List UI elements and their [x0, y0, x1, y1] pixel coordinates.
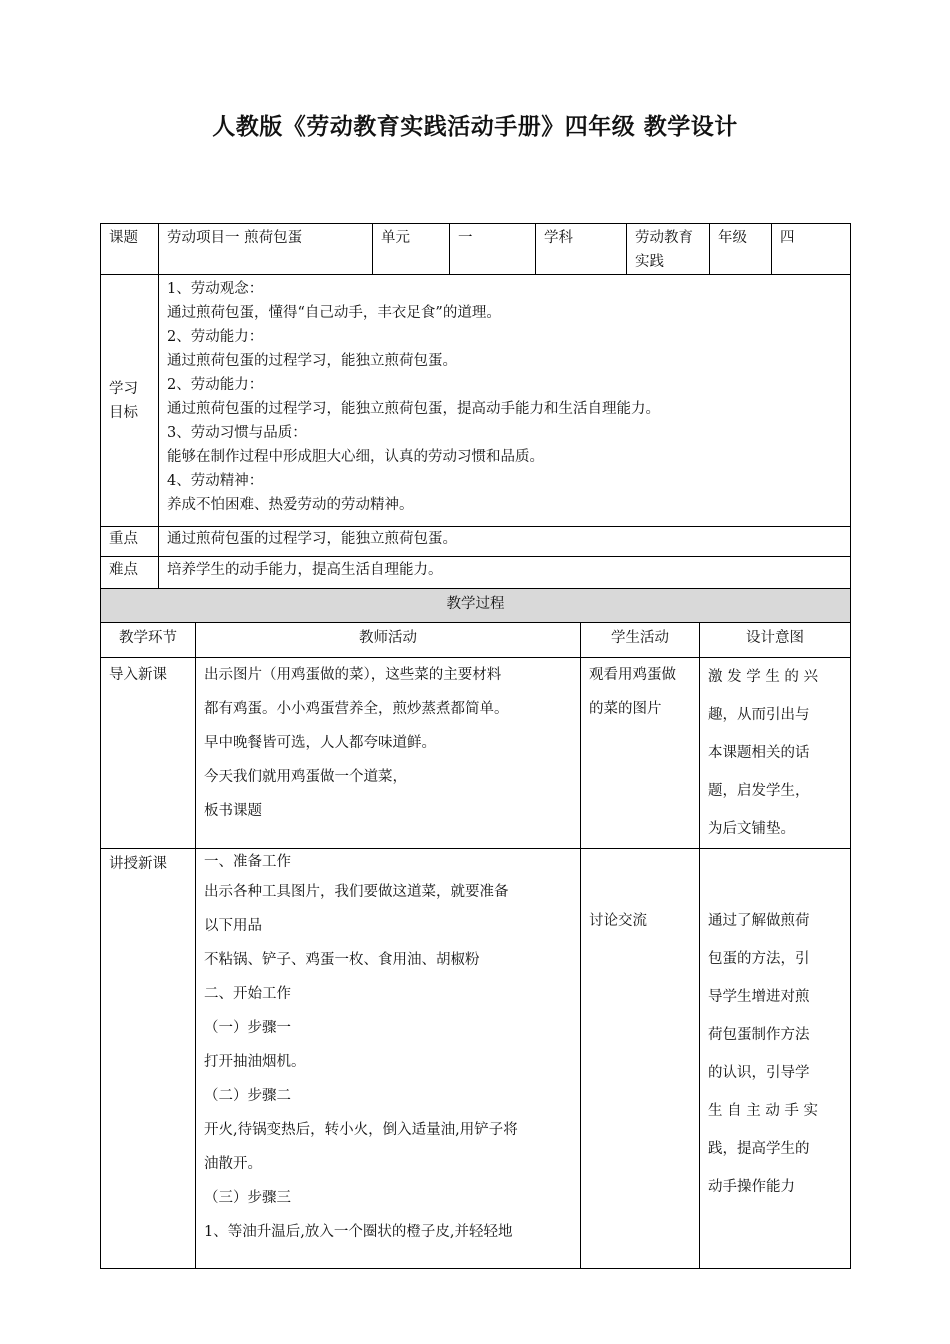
goal-line: 能够在制作过程中形成胆大心细，认真的劳动习惯和品质。: [167, 449, 544, 465]
teaching-process-table: [100, 588, 851, 1269]
column-header: 教师活动: [196, 623, 581, 658]
goal-line: 1、劳动观念：: [167, 281, 264, 297]
intent-line: 导学生增进对煎: [708, 989, 810, 1005]
column-header: 学生活动: [581, 623, 700, 658]
difficulty-label: 难点: [101, 557, 159, 589]
intent-line: 动手操作能力: [708, 1179, 795, 1195]
teacher-line: 1、等油升温后,放入一个圈状的橙子皮,并轻轻地: [204, 1224, 513, 1240]
goal-line: 通过煎荷包蛋，懂得“自己动手，丰衣足食”的道理。: [167, 305, 501, 321]
key-point-label: 重点: [101, 527, 159, 557]
lesson-label: 课题: [101, 224, 159, 275]
intent-line: 践，提高学生的: [708, 1141, 810, 1157]
teacher-line: 以下用品: [204, 918, 262, 934]
stage-cell: 讲授新课: [101, 849, 196, 1269]
teacher-activity-cell: [196, 658, 581, 849]
student-line: 的菜的图片: [589, 701, 662, 717]
column-header: 教学环节: [101, 623, 196, 658]
process-row: [101, 849, 851, 1269]
design-intent-cell: [700, 849, 851, 1269]
goals-label-line: 目标: [109, 404, 138, 421]
teacher-line: （三）步骤三: [204, 1190, 291, 1206]
stage-cell: 导入新课: [101, 658, 196, 849]
intent-line: 本课题相关的话: [708, 745, 810, 761]
teacher-line: 早中晚餐皆可选，人人都夸味道鲜。: [204, 735, 436, 751]
teacher-line: 不粘锅、铲子、鸡蛋一枚、食用油、胡椒粉: [204, 952, 480, 968]
goal-line: 通过煎荷包蛋的过程学习，能独立煎荷包蛋，提高动手能力和生活自理能力。: [167, 401, 660, 417]
difficulty-row: [101, 557, 851, 589]
goals-content: [159, 275, 851, 527]
student-activity-cell: [581, 658, 700, 849]
teacher-line: 打开抽油烟机。: [204, 1054, 306, 1070]
process-row: [101, 658, 851, 849]
process-header: 教学过程: [101, 589, 851, 623]
goals-row: [101, 275, 851, 527]
intent-line: 题，启发学生，: [708, 783, 810, 799]
teacher-line: 开火,待锅变热后，转小火，倒入适量油,用铲子将: [204, 1122, 518, 1138]
student-line: 讨论交流: [589, 913, 647, 929]
teacher-line: （一）步骤一: [204, 1020, 291, 1036]
teacher-line: 今天我们就用鸡蛋做一个道菜，: [204, 769, 407, 785]
column-header: 设计意图: [700, 623, 851, 658]
lesson-info-table: [100, 223, 851, 589]
intent-line: 激 发 学 生 的 兴: [708, 669, 819, 685]
goal-line: 2、劳动能力：: [167, 329, 264, 345]
subject-value-line: 劳动教育: [635, 230, 693, 246]
goal-line: 2、劳动能力：: [167, 377, 264, 393]
goal-line: 3、劳动习惯与品质：: [167, 425, 307, 441]
design-intent-cell: [700, 658, 851, 849]
lesson-info-row: [101, 224, 851, 275]
unit-label: 单元: [373, 224, 450, 275]
subject-value-line: 实践: [635, 254, 664, 270]
goal-line: 养成不怕困难、热爱劳动的劳动精神。: [167, 497, 414, 513]
subject-value: [627, 224, 710, 275]
process-columns-row: [101, 623, 851, 658]
goal-line: 4、劳动精神：: [167, 473, 264, 489]
student-activity-cell: [581, 849, 700, 1269]
grade-value: 四: [772, 224, 851, 275]
intent-line: 趣，从而引出与: [708, 707, 810, 723]
teacher-line: 出示图片（用鸡蛋做的菜），这些菜的主要材料: [204, 667, 502, 683]
grade-label: 年级: [710, 224, 772, 275]
intent-line: 荷包蛋制作方法: [708, 1027, 810, 1043]
goals-label: [101, 275, 159, 527]
goal-line: 通过煎荷包蛋的过程学习，能独立煎荷包蛋。: [167, 353, 457, 369]
goals-label-line: 学习: [109, 380, 138, 397]
teacher-line: 板书课题: [204, 803, 262, 819]
teacher-line: （二）步骤二: [204, 1088, 291, 1104]
key-point-row: [101, 527, 851, 557]
key-point-value: 通过煎荷包蛋的过程学习，能独立煎荷包蛋。: [159, 527, 851, 557]
intent-line: 生 自 主 动 手 实: [708, 1103, 819, 1119]
lesson-value: 劳动项目一 煎荷包蛋: [159, 224, 373, 275]
intent-line: 通过了解做煎荷: [708, 913, 810, 929]
teacher-line: 都有鸡蛋。小小鸡蛋营养全，煎炒蒸煮都简单。: [204, 701, 509, 717]
teacher-line: 油散开。: [204, 1156, 262, 1172]
teacher-line: 一、准备工作: [204, 854, 291, 870]
intent-line: 为后文铺垫。: [708, 821, 795, 837]
student-line: 观看用鸡蛋做: [589, 667, 676, 683]
intent-line: 包蛋的方法，引: [708, 951, 810, 967]
process-header-row: [101, 589, 851, 623]
unit-value: 一: [450, 224, 536, 275]
teacher-line: 出示各种工具图片，我们要做这道菜，就要准备: [204, 884, 509, 900]
subject-label: 学科: [536, 224, 627, 275]
document-title: 人教版《劳动教育实践活动手册》四年级 教学设计: [212, 113, 738, 140]
difficulty-value: 培养学生的动手能力，提高生活自理能力。: [159, 557, 851, 589]
intent-line: 的认识，引导学: [708, 1065, 810, 1081]
teacher-activity-cell: [196, 849, 581, 1269]
teacher-line: 二、开始工作: [204, 986, 291, 1002]
